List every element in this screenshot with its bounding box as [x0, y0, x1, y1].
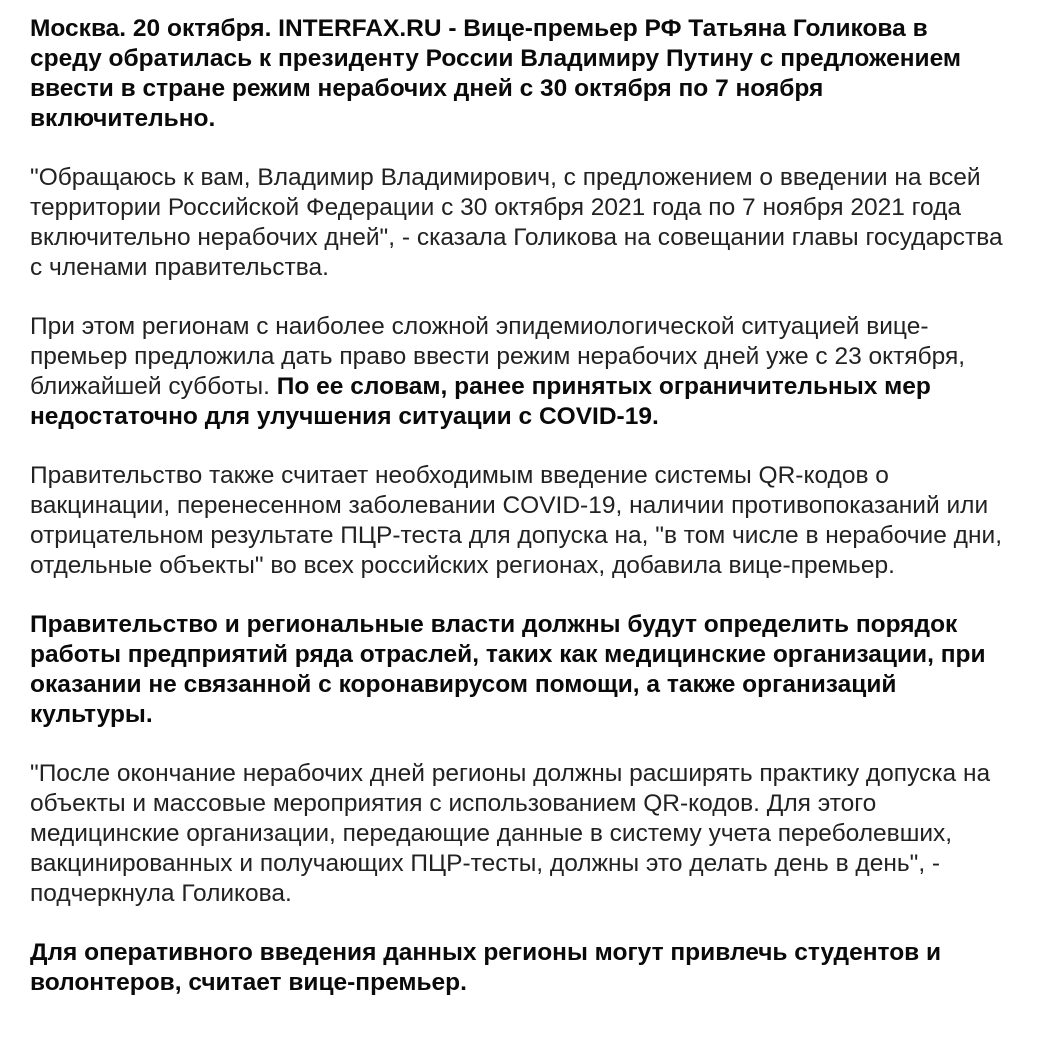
volunteers-paragraph: Для оперативного введения данных регионы могут привлечь студентов и волонтеров, считает вице-премьер.: [30, 939, 942, 996]
measures-highlight: По ее словам, ранее принятых ограничительных мер недостаточно для улучшения ситуации с COVID-19.: [30, 373, 931, 430]
government-paragraph: Правительство и региональные власти должны будут определить порядок работы предприятий ряда отраслей, таких как медицинские организации, при оказании не связанной с коронавирусом помощи, а также организаций культуры.: [30, 611, 986, 728]
regions-text: При этом регионам с наиболее сложной эпидемиологической ситуацией вице-премьер предложила дать право ввести режим нерабочих дней уже с 23 октября, ближайшей субботы.: [30, 313, 966, 400]
lead-paragraph: Москва. 20 октября. INTERFAX.RU - Вице-премьер РФ Татьяна Голикова в среду обратилась к президенту России Владимиру Путину с предложением ввести в стране режим нерабочих дней с 30 октября по 7 ноября включительно.: [30, 15, 961, 132]
after-days-quote-paragraph: "После окончание нерабочих дней регионы должны расширять практику допуска на объекты и массовые мероприятия с использованием QR-кодов. Для этого медицинские организации, передающие данные в систему учета переболевших, вакцинированных и получающих ПЦР-тесты, должны это делать день в день", - подчеркнула Голикова.: [30, 760, 991, 907]
regions-paragraph: [30, 312, 1005, 432]
news-article: [30, 14, 1005, 1027]
qr-codes-paragraph: Правительство также считает необходимым введение системы QR-кодов о вакцинации, перенесенном заболевании COVID-19, наличии противопоказаний или отрицательном результате ПЦР-теста для допуска на, "в том числе в нерабочие дни, отдельные объекты" во всех российских регионах, добавила вице-премьер.: [30, 462, 1002, 579]
quote-paragraph: "Обращаюсь к вам, Владимир Владимирович, с предложением о введении на всей территории Российской Федерации с 30 октября 2021 года по 7 ноября 2021 года включительно нерабочих дней", - сказала Голикова на совещании главы государства с членами правительства.: [30, 164, 1003, 281]
